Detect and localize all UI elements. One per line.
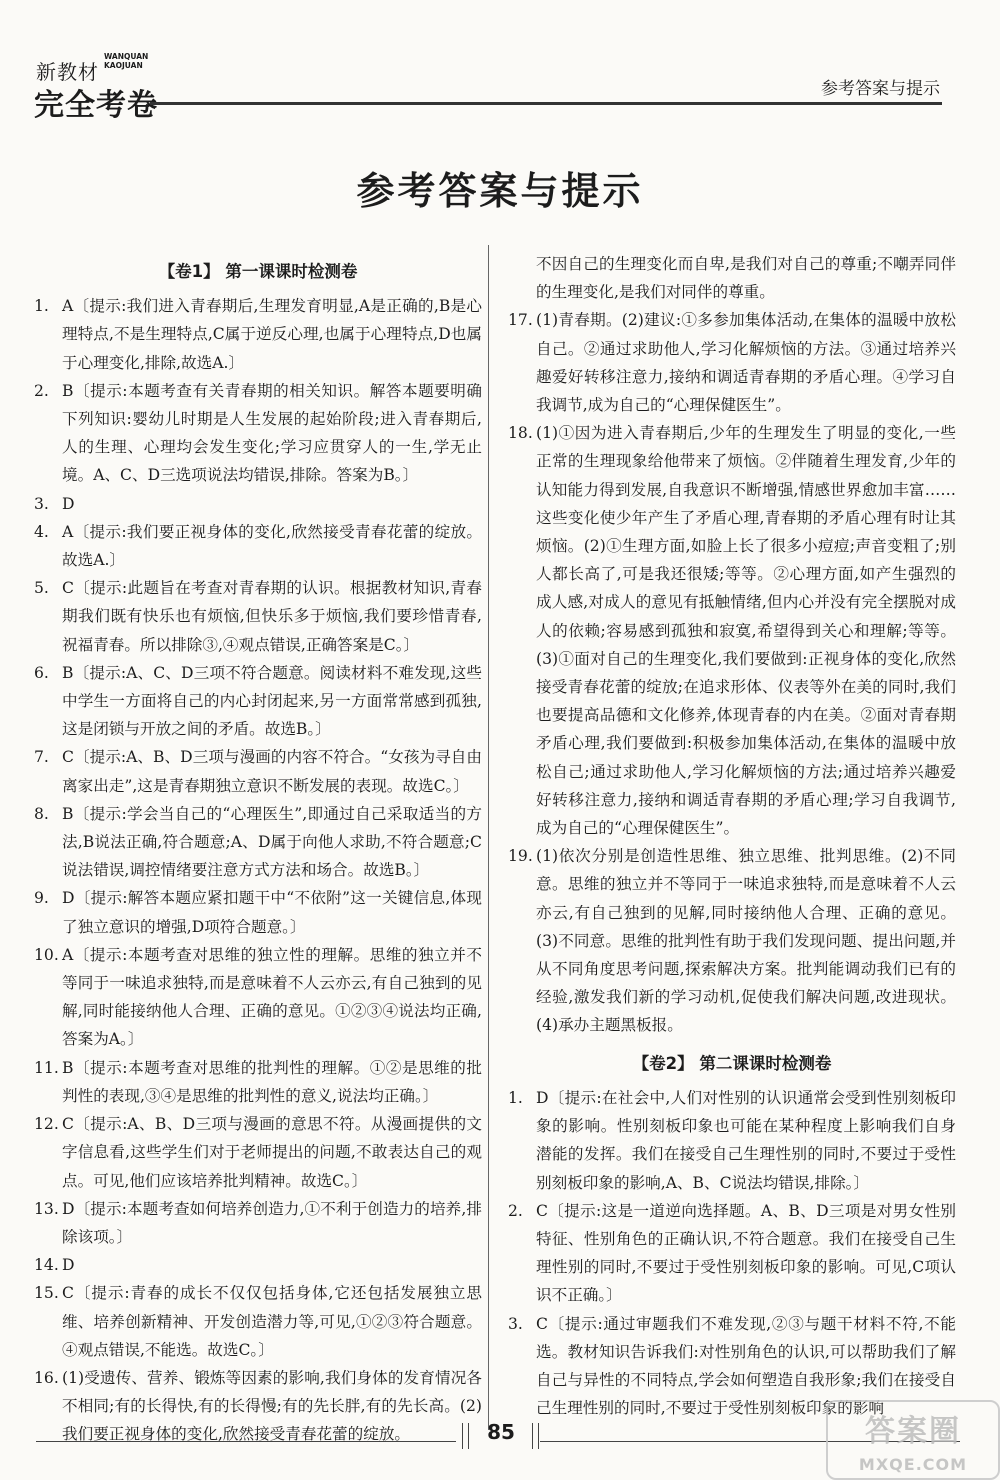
item-number: 9. [34,889,49,908]
item-number: 2. [34,381,49,400]
item-number: 3. [34,494,49,513]
brand-pinyin-1: WANQUAN [104,52,149,61]
item-text: B〔提示:A、C、D三项不符合题意。阅读材料不难发现,这些中学生一方面将自己的内心封闭起来,另一方面常常感到孤独,这是闭锁与开放之间的矛盾。故选B。〕 [62,663,482,739]
item-number: 7. [34,748,49,767]
answer-item [508,1197,956,1310]
item-number: 13. [34,1199,59,1218]
item-text: B〔提示:学会当自己的“心理医生”,即通过自己采取适当的方法,B说法正确,符合题意;A、D属于向他人求助,不符合题意;C说法错误,调控情绪要注意方式方法和场合。故选B。〕 [62,804,482,880]
brand-pinyin [104,52,148,70]
watermark-logo [826,1400,1000,1480]
answer-item [34,800,482,885]
item-text: (1)①因为进入青春期后,少年的生理发生了明显的变化,一些正常的生理现象给他带来了烦恼。②伴随着生理发育,少年的认知能力得到发展,自我意识不断增强,情感世界愈加丰富……这些变化使少年产生了矛盾心理,青春期的矛盾心理有时让其烦恼。(2)①生理方面,如脸上长了很多小痘痘;声音变粗了;别人都长高了,可是我还很矮;等等。②心理方面,如产生强烈的成人感,对成人的意见有抵触情绪,但内心并没有完全摆脱对成人的依赖;容易感到孤独和寂寞,希望得到关心和理解;等等。(3)①面对自己的生理变化,我们要做到:正视身体的变化,欣然接受青春花蕾的绽放;在追求形体、仪表等外在美的同时,我们也要提高品德和文化修养,体现青春的内在美。②面对青春期矛盾心理,我们要做到:积极参加集体活动,在集体的温暖中放松自己;通过求助他人,学习化解烦恼的方法;通过培养兴趣爱好转移注意力,接纳和调适青春期的矛盾心理;学习自我调节,成为自己的“心理保健医生”。 [536,424,956,838]
item-number: 11. [34,1058,59,1077]
item-number: 2. [508,1201,523,1220]
page-number: 85 [487,1420,515,1444]
item-text: D〔提示:解答本题应紧扣题干中“不依附”这一关键信息,体现了独立意识的增强,D项符合题意。〕 [62,889,482,936]
footer-bar-left-inner [468,1423,469,1449]
item-text: D〔提示:在社会中,人们对性别的认识通常会受到性别刻板印象的影响。性别刻板印象也可能在某种程度上影响我们自身潜能的发挥。我们在接受自己生理性别的同时,不要过于受性别刻板印象的影响,A、B、C说法均错误,排除。〕 [536,1088,956,1192]
answer-item [34,743,482,799]
answer-item [34,659,482,744]
item-text: B〔提示:本题考查有关青春期的相关知识。解答本题要明确下列知识:婴幼儿时期是人生发展的起始阶段;进入青春期后,人的生理、心理均会发生变化;学习应贯穿人的一生,学无止境。A、C、D三选项说法均错误,排除。答案为B。〕 [62,381,482,485]
footer-rule-left [36,1441,456,1442]
answer-continuation [508,250,956,306]
item-number: 17. [508,311,533,330]
answer-item [34,941,482,1054]
header-section-label: 参考答案与提示 [821,79,940,99]
answer-item [34,1279,482,1364]
item-text: C〔提示:通过审题我们不难发现,②③与题干材料不符,不能选。教材知识告诉我们:对性别角色的认识,可以帮助我们了解自己与异性的不同特点,学会如何塑造自我形象;我们在接受自己生理性别的同时,不要过于受性别刻板印象的影响 [536,1314,956,1418]
brand-small-label: 新教材 [36,60,99,84]
answer-item [34,518,482,574]
brand-logo: 完全考卷 [34,88,158,123]
item-text: C〔提示:此题旨在考查对青春期的认识。根据教材知识,青春期我们既有快乐也有烦恼,但快乐多于烦恼,我们要珍惜青春,祝福青春。所以排除③,④观点错误,正确答案是C。〕 [62,579,482,654]
answer-item [34,1364,482,1449]
item-number: 15. [34,1284,59,1303]
item-text: C〔提示:A、B、D三项与漫画的内容不符合。“女孩为寻自由离家出走”,这是青春期独立意识不断发展的表现。故选C。〕 [62,748,482,795]
answer-item [508,419,956,842]
watermark-url: MXQE.COM [858,1455,968,1474]
item-text: A〔提示:本题考查对思维的独立性的理解。思维的独立并不等同于一味追求独特,而是意味着不人云亦云,有自己独到的见解,同时能接纳他人合理、正确的意见。①②③④说法均正确,答案为A。〕 [62,945,482,1049]
item-number: 10. [34,945,59,964]
item-text: A〔提示:我们进入青春期后,生理发育明显,A是正确的,B是心理特点,不是生理特点,C属于逆反心理,也属于心理特点,D也属于心理变化,排除,故选A.〕 [62,297,482,372]
item-number: 12. [34,1115,59,1134]
item-text: A〔提示:我们要正视身体的变化,欣然接受青春花蕾的绽放。故选A.〕 [62,522,482,570]
item-number: 1. [508,1088,523,1107]
item-text: D [62,494,75,513]
item-text: (1)受遗传、营养、锻炼等因素的影响,我们身体的发育情况各不相同;有的长得快,有的长得慢;有的先长胖,有的先长高。(2)我们要正视身体的变化,欣然接受青春花蕾的绽放。 [62,1368,482,1444]
continuation-text: 不因自己的生理变化而自卑,是我们对自己的尊重;不嘲弄同伴的生理变化,是我们对同伴的尊重。 [536,255,956,302]
item-number: 4. [34,522,49,541]
item-text: (1)依次分别是创造性思维、独立思维、批判思维。(2)不同意。思维的独立并不等同于一味追求独特,而是意味着不人云亦云,有自己独到的见解,同时接纳他人合理、正确的意见。(3)不同意。思维的批判性有助于我们发现问题、提出问题,并从不同角度思考问题,探索解决方案。批判能调动我们已有的经验,激发我们新的学习动机,促使我们解决问题,改进现状。(4)承办主题黑板报。 [536,847,956,1035]
answer-item [34,1251,482,1279]
watermark-text: 答案圈 [865,1414,961,1449]
brand-pinyin-2: KAOJUAN [104,61,143,70]
item-text: C〔提示:A、B、D三项与漫画的意思不符。从漫画提供的文字信息看,这些学生们对于老师提出的问题,不敢表达自己的观点。可见,他们应该培养批判精神。故选C。〕 [62,1115,482,1190]
footer-bar-right [538,1423,539,1449]
item-text: D〔提示:本题考查如何培养创造力,①不利于创造力的培养,排除该项。〕 [62,1199,482,1246]
footer-bar-left [462,1423,463,1449]
item-number: 14. [34,1256,59,1275]
answer-item [34,1195,482,1251]
item-text: C〔提示:青春的成长不仅仅包括身体,它还包括发展独立思维、培养创新精神、开发创造潜力等,可见,①②③符合题意。④观点错误,不能选。故选C。〕 [62,1284,482,1359]
answer-item [508,842,956,1039]
answer-item [34,292,482,377]
answer-item [34,574,482,659]
item-text: (1)青春期。(2)建议:①多参加集体活动,在集体的温暖中放松自己。②通过求助他人,学习化解烦恼的方法。③通过培养兴趣爱好转移注意力,接纳和调适青春期的矛盾心理。④学习自我调节,成为自己的“心理保健医生”。 [536,311,956,415]
item-number: 16. [34,1368,59,1387]
item-number: 3. [508,1314,523,1333]
item-text: B〔提示:本题考查对思维的批判性的理解。①②是思维的批判性的表现,③④是思维的批判性的意义,说法均正确。〕 [62,1058,482,1105]
right-column [508,250,956,1422]
section-heading: 【卷2】 第二课课时检测卷 [632,1053,832,1073]
answer-item [508,1084,956,1197]
answer-item [34,884,482,940]
answer-item [508,306,956,419]
answer-item [34,490,482,518]
item-number: 8. [34,804,49,823]
left-column [34,250,482,1449]
item-text: C〔提示:这是一道逆向选择题。A、B、D三项是对男女性别特征、性别角色的正确认识,不符合题意。我们在接受自己生理性别的同时,不要过于受性别刻板印象的影响。可见,C项认识不正确。〕 [536,1201,956,1305]
answer-item [34,1110,482,1195]
item-number: 19. [508,847,533,866]
footer-bar-right-inner [532,1423,533,1449]
column-divider [488,245,489,1430]
item-number: 1. [34,297,49,316]
answer-item [34,377,482,490]
item-number: 6. [34,663,49,682]
answer-item [34,1054,482,1110]
section-heading: 【卷1】 第一课课时检测卷 [158,262,358,281]
item-text: D [62,1256,75,1275]
page-title: 参考答案与提示 [356,169,644,213]
header-rule [150,102,942,105]
item-number: 18. [508,424,533,443]
item-number: 5. [34,579,49,598]
